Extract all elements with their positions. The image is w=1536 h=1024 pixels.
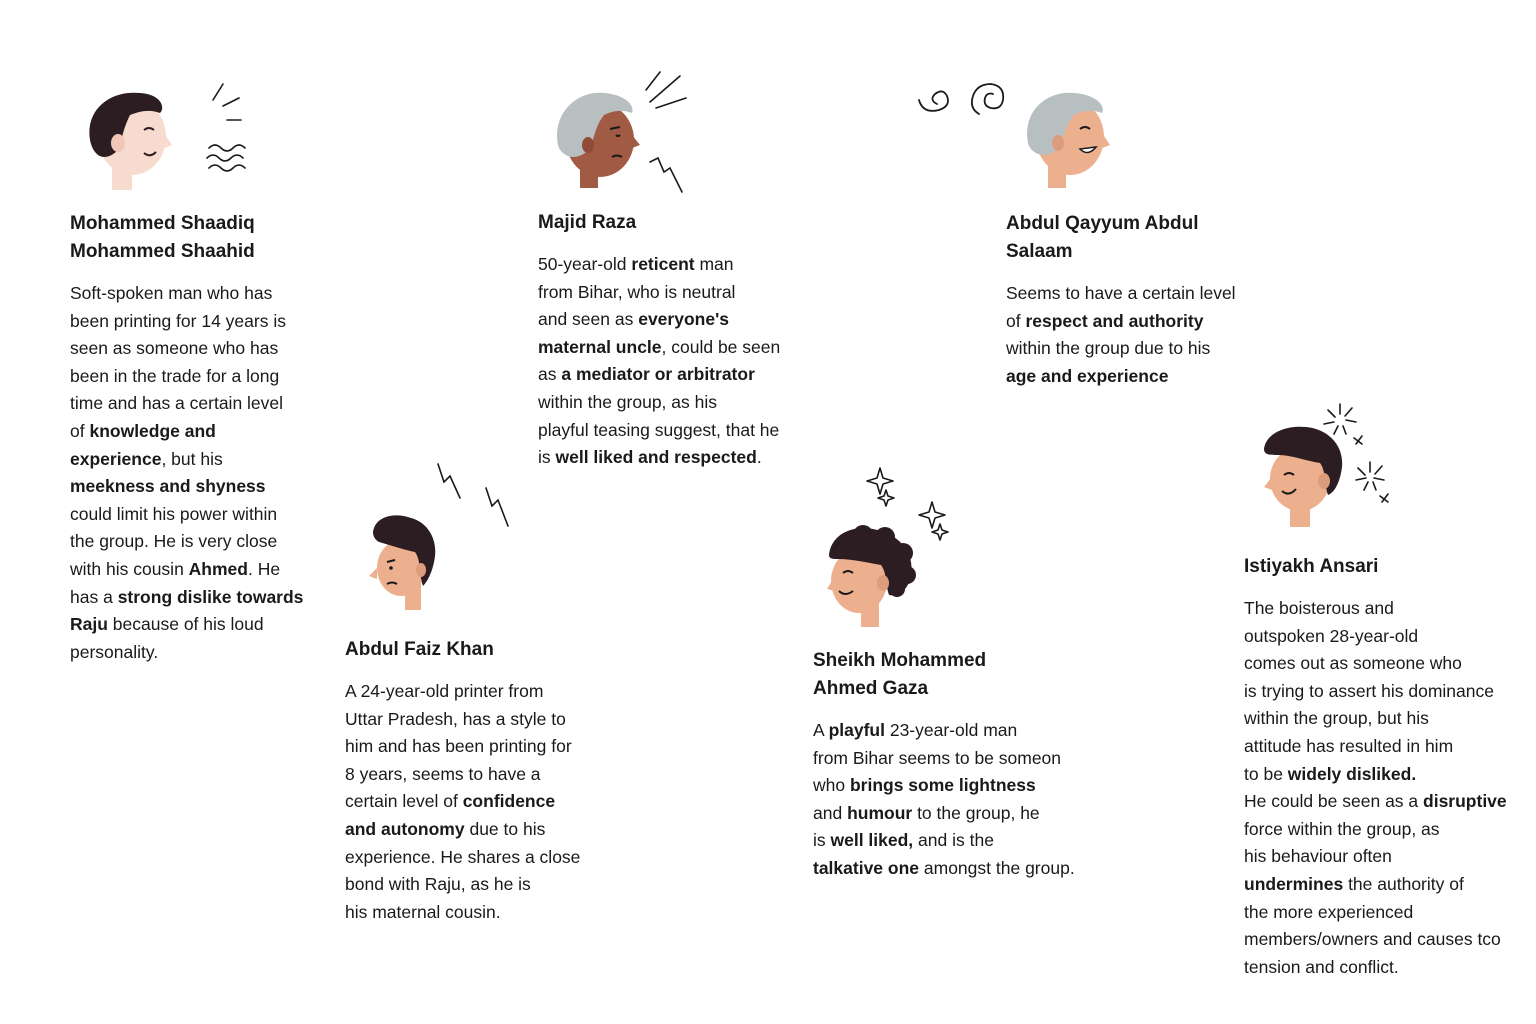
bio-text: The boisterous and (1244, 598, 1394, 618)
bio-emphasis: Raju (70, 614, 108, 635)
bio-emphasis: Ahmed (188, 558, 248, 579)
bio-text: members/owners and causes tco (1244, 929, 1501, 950)
bio-line (70, 501, 320, 529)
bio-line (345, 844, 605, 872)
bio-text: from Bihar, who is neutral (538, 281, 736, 302)
gaza-avatar (825, 525, 920, 630)
bio-text: experience. He shares a close (345, 846, 581, 867)
bio-text: playful teasing suggest, that he (538, 419, 780, 440)
bio-text: who (813, 775, 850, 796)
bio-text: Seems to have a certain level (1006, 283, 1236, 303)
bio-text: and (813, 802, 848, 823)
bio-line (538, 334, 808, 362)
bio-text: of (1006, 310, 1026, 331)
bio-line (70, 446, 320, 474)
bio-emphasis: talkative one (813, 857, 920, 878)
bio-text: his behaviour often (1244, 846, 1392, 867)
bio-line (70, 335, 320, 363)
bio-emphasis: reticent (631, 254, 695, 274)
bio-emphasis: respect and authority (1025, 310, 1204, 331)
bio-line (345, 706, 605, 734)
bio-text: comes out as someone who (1244, 653, 1462, 674)
calm-waves-icon (205, 80, 255, 180)
bio-text: 50-year-old (538, 254, 632, 274)
persona-shaadiq (70, 210, 320, 666)
bio-text: , but his (161, 448, 223, 469)
bio-text: the more experienced (1244, 901, 1414, 922)
persona-name: Abdul Faiz Khan (345, 639, 494, 660)
bio-line (70, 556, 320, 584)
bio-line (1244, 705, 1524, 733)
persona-faiz (345, 636, 605, 926)
bio-text: is (813, 830, 831, 851)
bio-line (345, 761, 605, 789)
persona-majid (538, 209, 808, 472)
bio-text: tension and conflict. (1244, 956, 1399, 977)
bio-text: certain level of (345, 791, 463, 812)
bio-line (345, 816, 605, 844)
bio-line (813, 745, 1093, 773)
bio-line (1244, 843, 1524, 871)
bio-emphasis: maternal uncle (538, 336, 662, 357)
persona-name: Sheikh Mohammed Ahmed Gaza (813, 650, 987, 699)
majid-avatar (550, 85, 650, 190)
qayyum-avatar (1020, 85, 1120, 190)
bio-text: is trying to assert his dominance (1244, 680, 1494, 701)
bio-text: of (70, 420, 90, 441)
bio-text: , could be seen (661, 336, 781, 357)
bio-text: been in the trade for a long (70, 365, 280, 386)
bio-line (813, 800, 1093, 828)
bio-line (1244, 899, 1524, 927)
bio-text: Soft-spoken man who has (70, 283, 273, 303)
persona-istiyakh (1244, 553, 1524, 981)
bio-emphasis: and autonomy (345, 818, 465, 839)
bio-text: 23-year-old man (884, 720, 1018, 740)
bio-text: as (538, 364, 562, 385)
bio-text: time and has a certain level (70, 393, 284, 414)
bio-emphasis: widely disliked. (1287, 763, 1417, 784)
persona-name: Mohammed Shaadiq Mohammed Shaahid (70, 213, 255, 262)
istiyakh-avatar (1262, 425, 1352, 530)
bio-text: seen as someone who has (70, 338, 279, 359)
bio-line (1244, 623, 1524, 651)
bio-text: attitude has resulted in him (1244, 735, 1454, 756)
bio-line (70, 280, 320, 308)
bio-emphasis: well liked, (830, 830, 914, 851)
swirl-icon (915, 80, 1015, 125)
faiz-avatar (365, 512, 445, 612)
bio-line (70, 528, 320, 556)
bio-line (345, 899, 605, 927)
bio-line (1006, 280, 1266, 308)
bio-line (1244, 733, 1524, 761)
bio-line (538, 279, 808, 307)
bio-line (1006, 308, 1266, 336)
bio-text: the authority of (1343, 873, 1464, 894)
bio-line (70, 363, 320, 391)
bio-line (813, 717, 1093, 745)
bio-line (1244, 926, 1524, 954)
bio-text: to the group, he (912, 802, 1040, 823)
bio-emphasis: strong dislike towards (117, 586, 304, 607)
persona-gaza (813, 647, 1093, 883)
bio-text: to be (1244, 763, 1288, 784)
bio-line (1244, 816, 1524, 844)
bio-line (70, 390, 320, 418)
bio-line (538, 444, 808, 472)
speech-lines-icon (640, 70, 690, 200)
bio-emphasis: a mediator or arbitrator (561, 364, 755, 385)
bio-emphasis: knowledge and (89, 420, 216, 441)
bio-text: is (538, 447, 556, 468)
bio-text: He could be seen as a (1244, 791, 1424, 812)
bio-text: could limit his power within (70, 503, 278, 524)
bio-text: outspoken 28-year-old (1244, 625, 1419, 646)
bio-line (538, 361, 808, 389)
bio-line (70, 308, 320, 336)
bio-text: amongst the group. (919, 857, 1075, 878)
bio-line (70, 473, 320, 501)
bio-text: and is the (913, 830, 994, 851)
persona-name: Abdul Qayyum Abdul Salaam (1006, 213, 1199, 262)
bio-line (70, 418, 320, 446)
bio-line (345, 733, 605, 761)
persona-bio (345, 678, 605, 926)
bio-text: personality. (70, 641, 159, 662)
bio-text: because of his loud (107, 614, 264, 635)
bio-text: . (756, 447, 762, 468)
bio-text: within the group, but his (1244, 708, 1429, 729)
bio-text: force within the group, as (1244, 818, 1440, 839)
bio-line (1244, 788, 1524, 816)
bio-line (1244, 595, 1524, 623)
bio-line (345, 871, 605, 899)
bio-text: bond with Raju, as he is (345, 874, 531, 895)
persona-qayyum (1006, 210, 1266, 390)
bio-line (70, 639, 320, 667)
bio-line (70, 611, 320, 639)
bio-line (813, 772, 1093, 800)
bio-text: him and has been printing for (345, 736, 572, 757)
persona-bio (813, 717, 1093, 883)
bio-line (1244, 761, 1524, 789)
bio-line (813, 827, 1093, 855)
bio-emphasis: humour (847, 802, 913, 823)
bio-line (1006, 363, 1266, 391)
bio-text: from Bihar seems to be someon (813, 747, 1062, 768)
bio-emphasis: brings some lightness (849, 775, 1036, 796)
bio-line (345, 678, 605, 706)
bio-emphasis: everyone's (638, 309, 729, 330)
bio-line (538, 306, 808, 334)
bio-text: Uttar Pradesh, has a style to (345, 708, 566, 729)
bio-emphasis: meekness and shyness (70, 476, 266, 497)
persona-bio (1244, 595, 1524, 981)
bio-line (538, 251, 808, 279)
persona-bio (70, 280, 320, 666)
bio-line (813, 855, 1093, 883)
bio-emphasis: experience (70, 448, 162, 469)
bio-text: A 24-year-old printer from (345, 681, 544, 701)
bio-text: within the group, as his (538, 391, 717, 412)
bio-line (538, 389, 808, 417)
bio-line (1244, 650, 1524, 678)
bio-text: the group. He is very close (70, 531, 278, 552)
bio-line (345, 788, 605, 816)
persona-name: Majid Raza (538, 212, 637, 233)
bio-text: with his cousin (70, 558, 189, 579)
bio-emphasis: undermines (1244, 873, 1344, 894)
bio-text: been printing for 14 years is (70, 310, 286, 331)
bio-line (1244, 678, 1524, 706)
bio-emphasis: well liked and respected (555, 447, 757, 468)
persona-bio (538, 251, 808, 472)
bio-text: man (694, 254, 734, 274)
bio-line (1244, 954, 1524, 982)
bio-text: A (813, 720, 829, 740)
bio-text: 8 years, seems to have a (345, 763, 541, 784)
bio-emphasis: playful (828, 720, 885, 740)
bio-line (1244, 871, 1524, 899)
bio-emphasis: disruptive (1423, 791, 1507, 812)
bio-line (70, 584, 320, 612)
persona-name: Istiyakh Ansari (1244, 556, 1379, 577)
bio-text: . He (247, 558, 281, 579)
bio-text: within the group due to his (1006, 338, 1211, 359)
persona-bio (1006, 280, 1266, 390)
bio-text: due to his (464, 818, 546, 839)
bio-line (1006, 335, 1266, 363)
bio-text: his maternal cousin. (345, 901, 501, 922)
bio-emphasis: age and experience (1006, 365, 1169, 386)
bio-text: has a (70, 586, 118, 607)
bio-line (538, 417, 808, 445)
bio-text: and seen as (538, 309, 639, 330)
bio-emphasis: confidence (462, 791, 556, 812)
